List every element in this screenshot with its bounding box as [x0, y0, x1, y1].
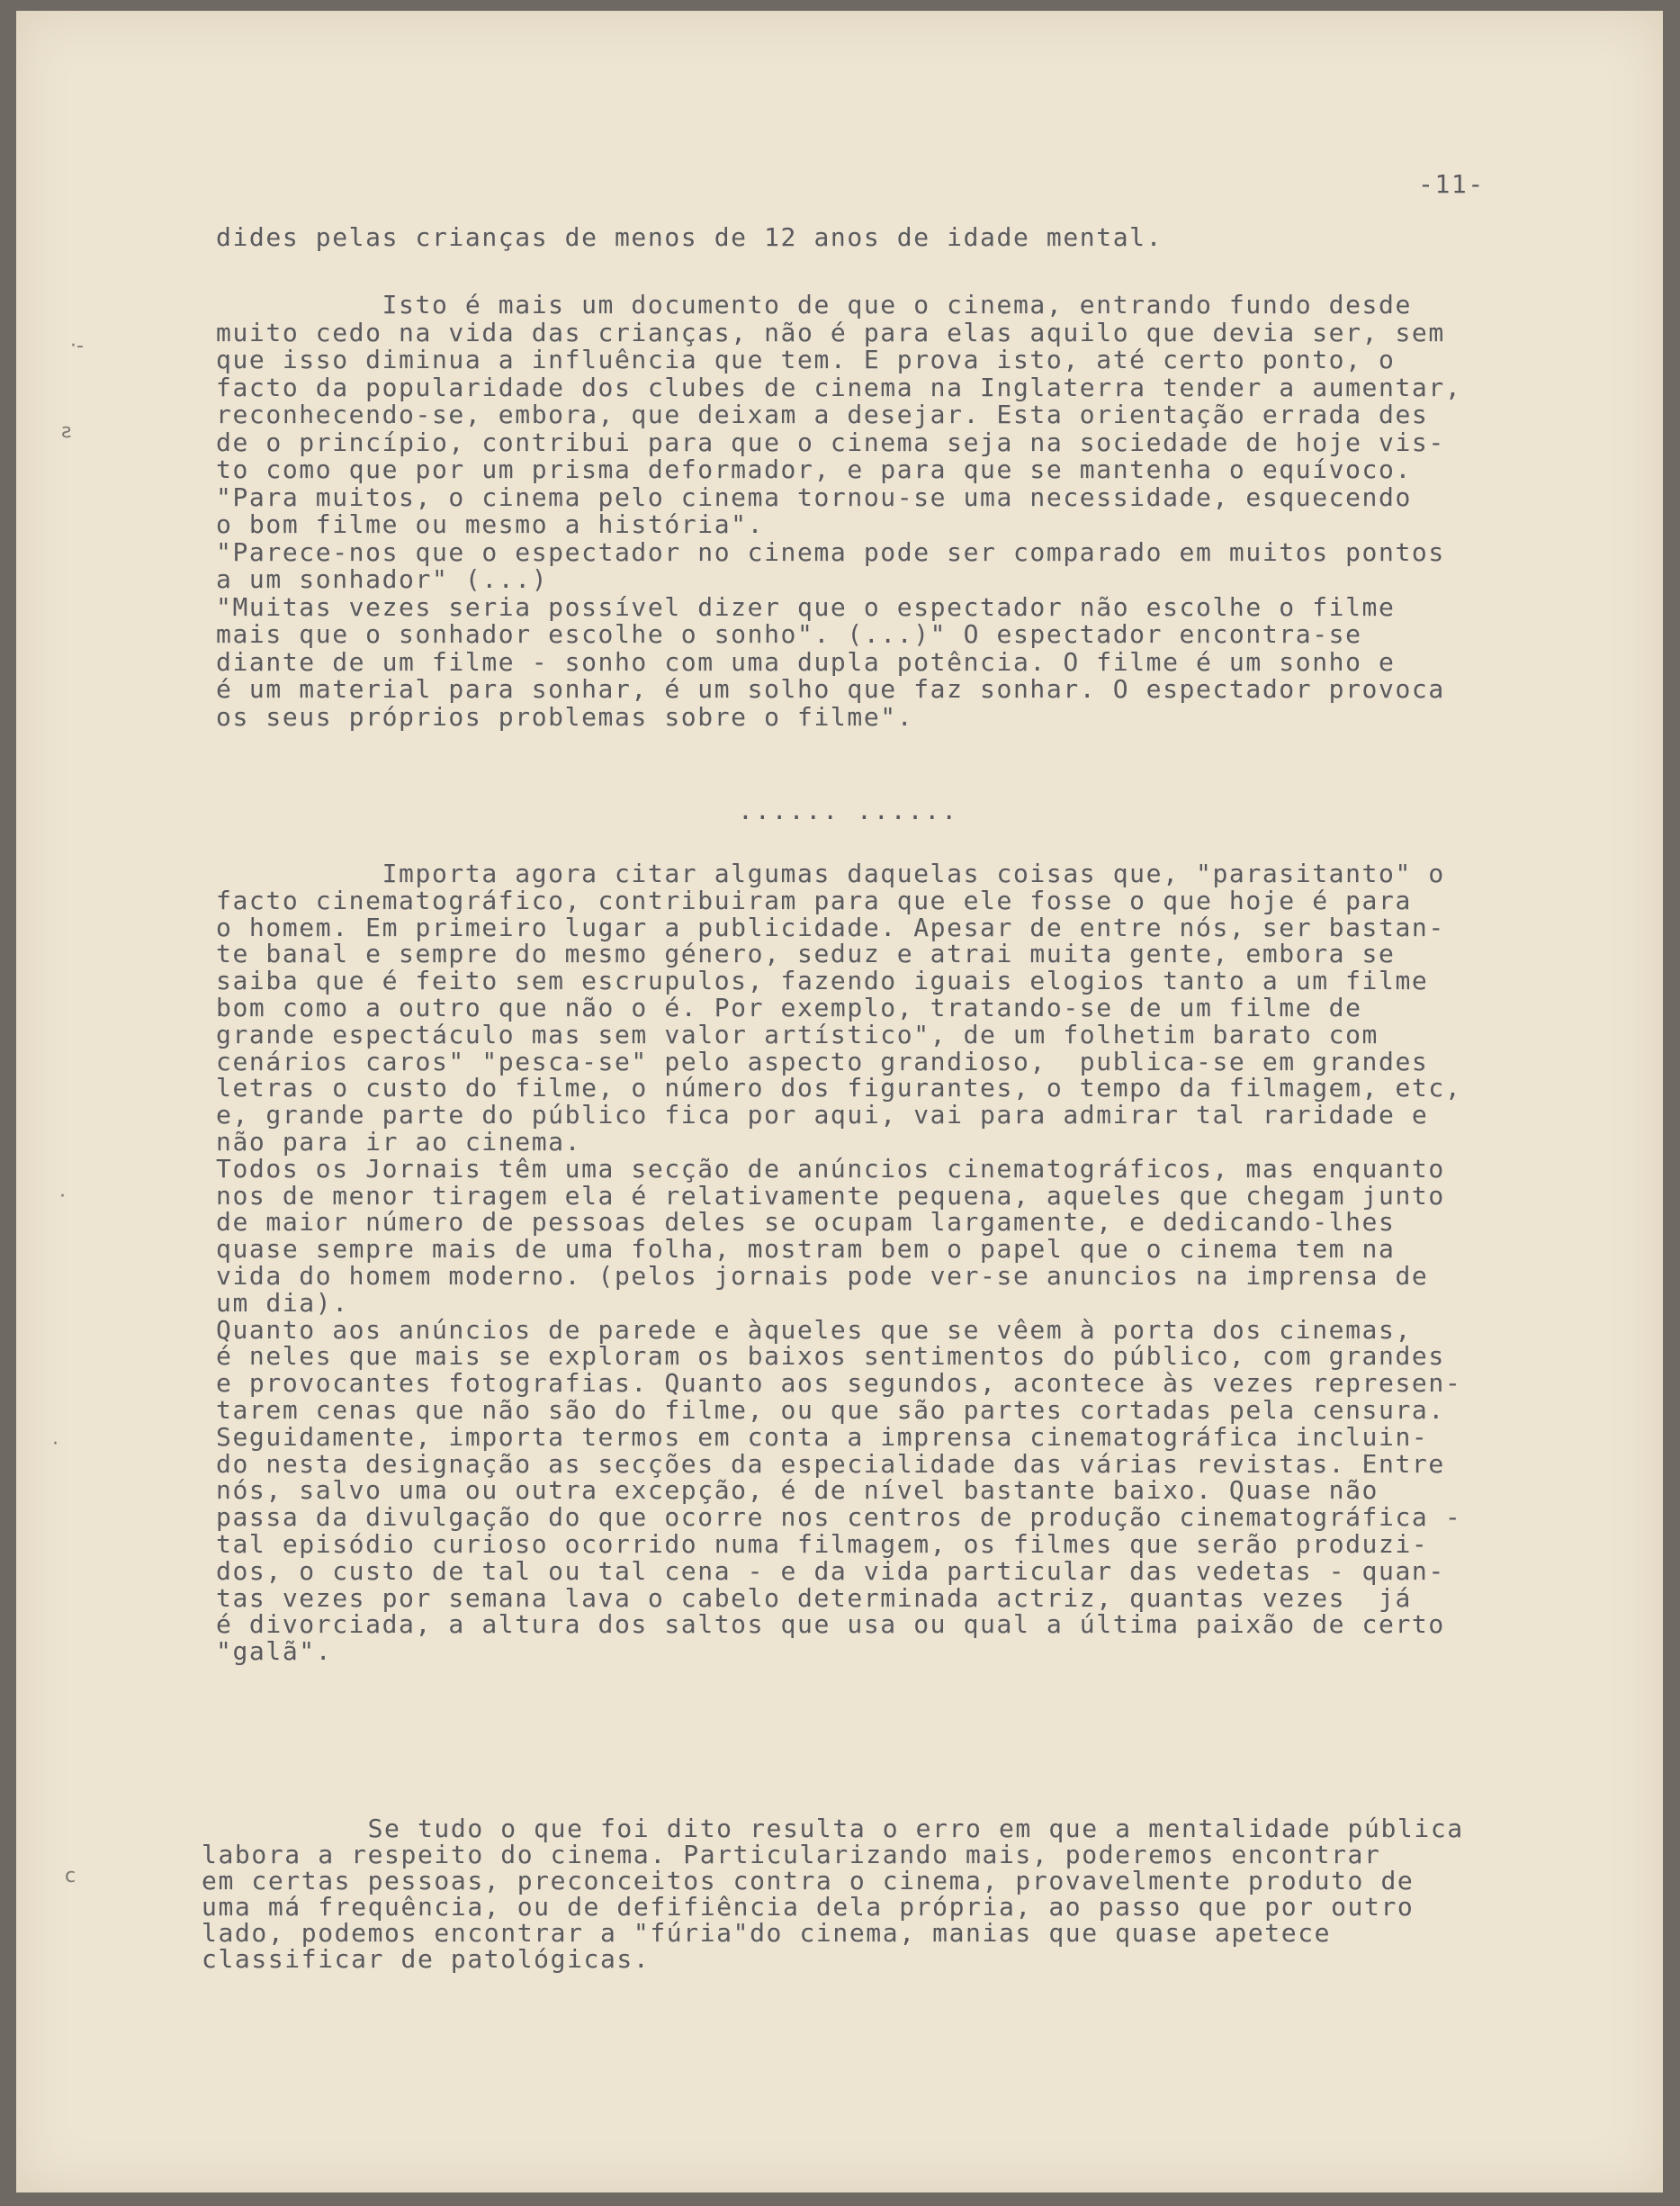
document-page [16, 11, 1663, 2192]
paragraph-1: dides pelas crianças de menos de 12 anos de idade mental. [216, 222, 1163, 252]
section-separator: ...... ...... [738, 796, 959, 825]
margin-mark: · [52, 1433, 58, 1455]
margin-mark: ꙅ [61, 420, 72, 443]
paragraph-4: Se tudo o que foi dito resulta o erro em que a mentalidade pública labora a respeito do cinema. Particularizando mais, poderemos encontrar em certas pessoas, preconceitos contra o cinema, provavelmente produto de uma má frequência, ou de defifiência dela própria, ao passo que por outro lado, podemos encontrar a "fúria"do cinema, manias que quase apetece classificar de patológicas. [202, 1814, 1464, 1974]
paragraph-3: Importa agora citar algumas daquelas coisas que, "parasitanto" o facto cinematográfico, contribuiram para que ele fosse o que hoje é para o homem. Em primeiro lugar a publicidade. Apesar de entre nós, ser bastan- te banal e sempre do mesmo género, seduz e atrai muita gente, embora se saiba que é feito sem escrupulos, fazendo iguais elogios tanto a um filme bom como a outro que não o é. Por exemplo, tratando-se de um filme de grande espectáculo mas sem valor artístico", de um folhetim barato com cenários caros" "pesca-se" pelo aspecto grandioso, publica-se em grandes letras o custo do filme, o número dos figurantes, o tempo da filmagem, etc, e, grande parte do público fica por aqui, vai para admirar tal raridade e não para ir ao cinema. Todos os Jornais têm uma secção de anúncios cinematográficos, mas enquanto nos de menor tiragem ela é relativamente pequena, aqueles que chegam junto de maior número de pessoas deles se ocupam largamente, e dedicando-lhes quase sempre mais de uma folha, mostram bem o papel que o cinema tem na vida do homem moderno. (pelos jornais pode ver-se anuncios na imprensa de um dia). Quanto aos anúncios de parede e àqueles que se vêem à porta dos cinemas, é neles que mais se exploram os baixos sentimentos do público, com grandes e provocantes fotografias. Quanto aos segundos, acontece às vezes represen- tarem cenas que não são do filme, ou que são partes cortadas pela censura. Seguidamente, importa termos em conta a imprensa cinematográfica incluin- do nesta designação as secções da especialidade das várias revistas. Entre nós, salvo uma ou outra excepção, é de nível bastante baixo. Quase não passa da divulgação do que ocorre nos centros de produção cinematográfica - tal episódio curioso ocorrido numa filmagem, os filmes que serão produzi- dos, o custo de tal ou tal cena - e da vida particular das vedetas - quan- tas vezes por semana lava o cabelo determinada actriz, quantas vezes já é divorciada, a altura dos saltos que usa ou qual a última paixão de certo "galã". [216, 859, 1462, 1667]
page-number: -11- [1418, 169, 1485, 199]
margin-mark: ·- [70, 335, 84, 357]
paragraph-2: Isto é mais um documento de que o cinema, entrando fundo desde muito cedo na vida das crianças, não é para elas aquilo que devia ser, sem que isso diminua a influência que tem. E prova isto, até certo ponto, o facto da popularidade dos clubes de cinema na Inglaterra tender a aumentar, reconhecendo-se, embora, que deixam a desejar. Esta orientação errada des de o princípio, contribui para que o cinema seja na sociedade de hoje vis- to como que por um prisma deformador, e para que se mantenha o equívoco. "Para muitos, o cinema pelo cinema tornou-se uma necessidade, esquecendo o bom filme ou mesmo a história". "Parece-nos que o espectador no cinema pode ser comparado em muitos pontos a um sonhador" (...) "Muitas vezes seria possível dizer que o espectador não escolhe o filme mais que o sonhador escolhe o sonho". (...)" O espectador encontra-se diante de um filme - sonho com uma dupla potência. O filme é um sonho e é um material para sonhar, é um solho que faz sonhar. O espectador provoca os seus próprios problemas sobre o filme". [216, 290, 1462, 732]
margin-mark: ᴄ [65, 1865, 76, 1887]
margin-mark: · [59, 1185, 66, 1208]
